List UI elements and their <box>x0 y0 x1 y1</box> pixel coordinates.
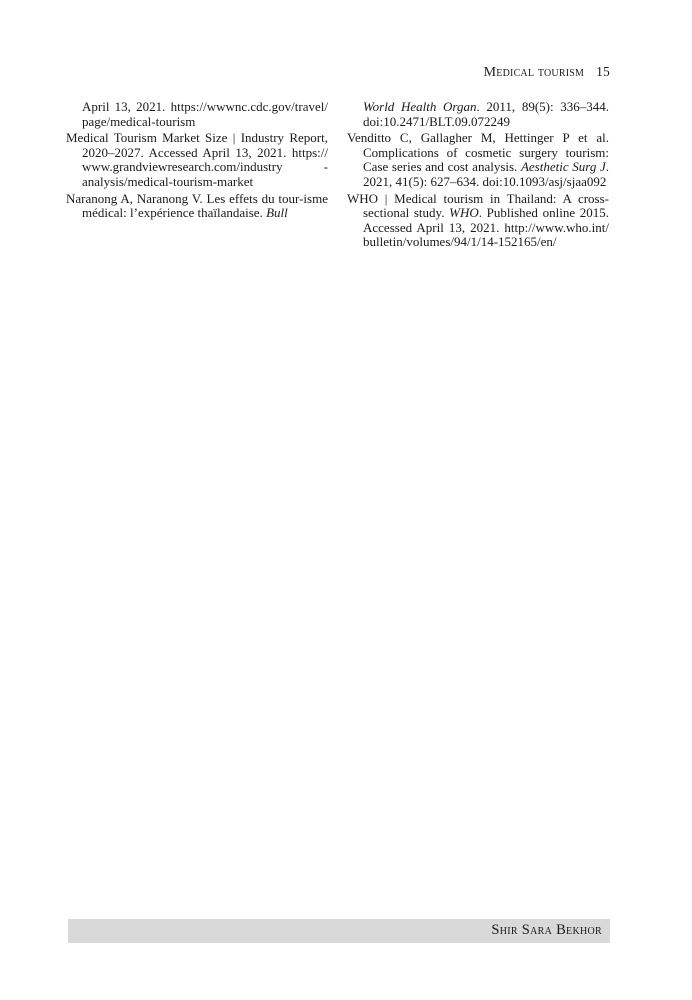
reference-continuation <box>66 100 328 129</box>
page-number: 15 <box>596 64 610 79</box>
reference-text: . 2011, 89(5): 336–344. doi:10.2471/BLT.09.072249 <box>363 99 610 129</box>
section-title: Medical tourism <box>483 65 585 80</box>
references-right-column <box>347 100 609 252</box>
reference-entry <box>66 131 328 189</box>
journal-title: WHO <box>449 205 479 221</box>
running-head <box>484 64 610 81</box>
journal-title: Aesthetic Surg J <box>520 159 606 175</box>
references-left-column <box>66 100 328 223</box>
reference-text: Medical Tourism Market Size | Industry Report, 2020–2027. Accessed April 13, 2021. https:// www.grandviewresearch.com/industry -analysis/medical-tourism-market <box>66 130 328 189</box>
reference-continuation <box>347 100 609 129</box>
reference-text: Naranong A, Naranong V. Les effets du tour-isme médical: l’expérience thaïlandaise. <box>66 190 328 221</box>
reference-text: . Published online 2015. Accessed April 13, 2021. http://www.who.int/ bulletin/volumes/94/1/14-152165/en/ <box>363 205 610 250</box>
footer-author: Shir Sara Bekhor <box>491 922 602 938</box>
journal-title: World Health Organ <box>363 99 477 114</box>
reference-text: Venditto C, Gallagher M, Hettinger P et al. Complications of cosmetic surgery tourism: Case series and cost analysis. <box>347 130 609 175</box>
reference-entry <box>66 192 328 221</box>
reference-entry <box>347 192 609 250</box>
reference-entry <box>347 131 609 189</box>
journal-title: Bull <box>266 205 288 221</box>
reference-text: WHO | Medical tourism in Thailand: A cross-sectional study. <box>347 190 609 221</box>
reference-text: April 13, 2021. https://wwwnc.cdc.gov/travel/ page/medical-tourism <box>82 99 328 129</box>
footer-bar <box>68 919 610 943</box>
reference-text: . 2021, 41(5): 627–634. doi:10.1093/asj/sjaa092 <box>363 159 609 189</box>
